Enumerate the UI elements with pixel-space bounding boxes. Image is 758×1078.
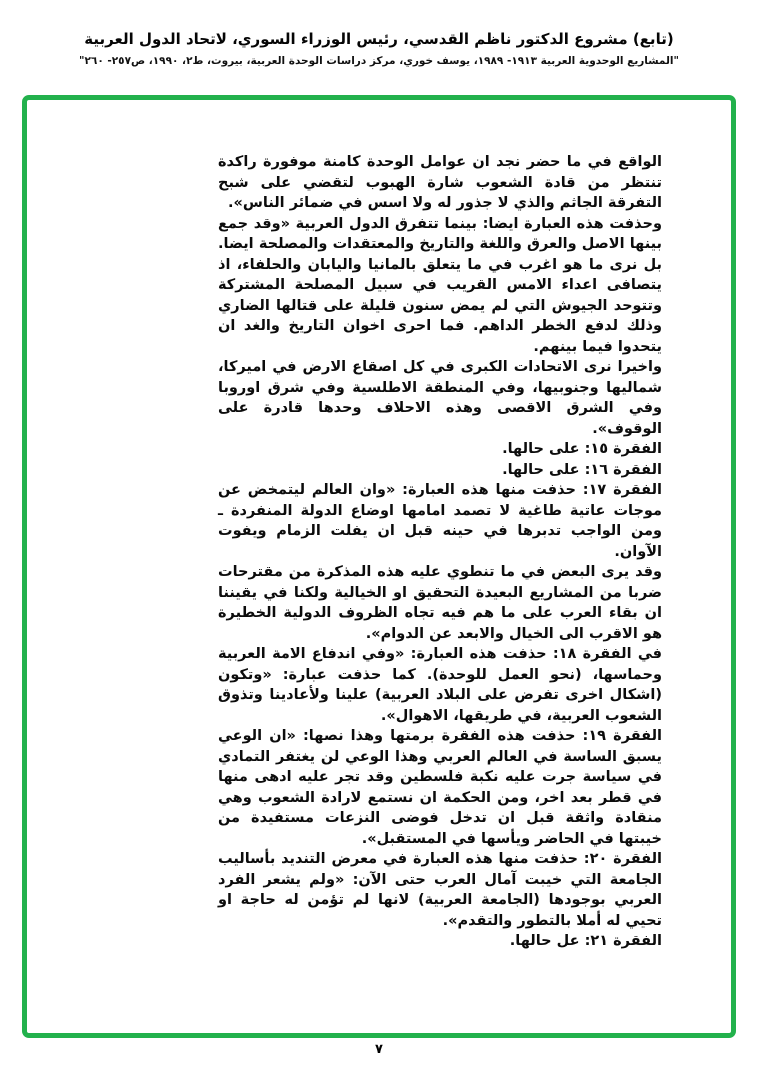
paragraph: الفقرة ١٥: على حالها.	[502, 441, 662, 457]
page-number: ٧	[375, 1042, 383, 1057]
paragraph: واخيرا نرى الاتحادات الكبرى في كل اصقاع الارض في اميركا، شماليها وجنوبيها، وفي المنطقة الاطلسية وفي شرق اوروبا وفي الشرق الاقصى وهذه الاحلاف وحدها قادرة على الوقوف».	[218, 359, 662, 437]
page-header	[0, 0, 758, 67]
paragraph: الفقرة ١٩: حذفت هذه الفقرة برمتها وهذا نصها: «ان الوعي يسبق الساسة في العالم العربي وهذا الوعي لن يغتفر التمادي في سياسة جرت عليه نكبة فلسطين وقد تجر عليه ادهى منها في قطر بعد اخر، ومن الحكمة ان نستمع لارادة الشعوب وهي منقادة واثقة قبل ان تدخل فوضى النزعات مستفيدة من خيبتها في الحاضر ويأسها في المستقبل».	[218, 728, 663, 847]
paragraph: الفقرة ٢١: عل حالها.	[509, 933, 662, 949]
paragraph: الفقرة ٢٠: حذفت منها هذه العبارة في معرض التنديد بأساليب الجامعة التي خيبت آمال العرب حتى الآن: «ولم يشعر الفرد العربي بوجودها (الجامعة العربية) لانها لم تؤمن له حاجة او تحيي له أملا بالتطور والتقدم».	[218, 851, 663, 929]
document-body-text	[218, 152, 662, 952]
paragraph: الواقع في ما حضر نجد ان عوامل الوحدة كامنة موفورة راكدة تنتظر من قادة الشعوب شارة الهبوب لتقضي على شبح التفرقة الجاثم والذي لا جذور له ولا اسس في ضمائر الناس».	[218, 154, 662, 211]
paragraph: الفقرة ١٧: حذفت منها هذه العبارة: «وان العالم ليتمخض عن موجات عاتية طاغية لا تصمد امامها اوضاع الدولة المنفردة ـ ومن الواجب تدبرها في حينه قبل ان يفلت الزمام ويفوت الآوان.	[218, 482, 662, 560]
paragraph: وقد يرى البعض في ما تنطوي عليه هذه المذكرة من مقترحات ضربا من المشاريع البعيدة التحقيق او الخيالية ولكنا في يقيننا ان بقاء العرب على ما هم فيه تجاه الظروف الدولية الخطيرة هو الاقرب الى الخيال والابعد عن الدوام».	[218, 564, 662, 642]
document-source-citation: "المشاريع الوحدوية العربية ١٩١٣- ١٩٨٩، يوسف خوري، مركز دراسات الوحدة العربية، بيروت، ط٢، ١٩٩٠، ص٢٥٧- ٢٦٠"	[79, 55, 679, 67]
document-title: (تابع) مشروع الدكتور ناظم القدسي، رئيس الوزراء السوري، لاتحاد الدول العربية	[84, 30, 674, 48]
paragraph: وحذفت هذه العبارة ايضا: بينما تتفرق الدول العربية «وقد جمع بينها الاصل والعرق واللغة والتاريخ والمعتقدات والمصلحة ايضا. بل نرى ما هو اغرب في ما يتعلق بالمانيا واليابان والحلفاء، اذ يتصافى اعداء الامس القريب في سبيل المصلحة المشتركة وتتوحد الجيوش التي لم يمض سنون قليلة على قتالها الضاري وذلك لدفع الخطر الداهم. فما احرى اخوان التاريخ والغد ان يتحدوا فيما بينهم.	[218, 215, 662, 355]
paragraph: في الفقرة ١٨: حذفت هذه العبارة: «وفي اندفاع الامة العربية وحماسها، (نحو العمل للوحدة). كما حذفت عبارة: «وتكون (اشكال اخرى تفرض على البلاد العربية) علينا ولأعادينا وتذوق الشعوب العربية، في طريقها، الاهوال».	[218, 646, 662, 724]
paragraph: الفقرة ١٦: على حالها.	[502, 461, 662, 478]
